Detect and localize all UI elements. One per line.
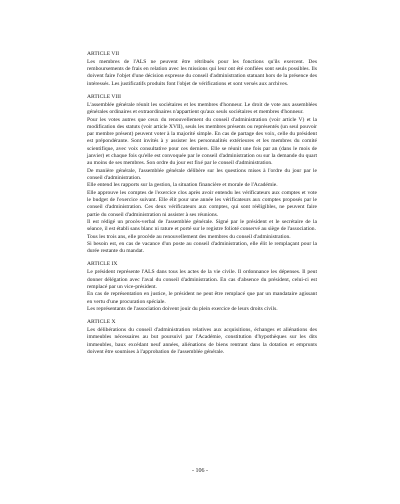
article-paragraph: Tous les trois ans, elle procède au renouvellement des membres du conseil d'administration. [87, 233, 291, 240]
article-title: ARTICLE VII [87, 51, 120, 57]
article-title: ARTICLE VIII [87, 94, 121, 101]
article-section [87, 261, 317, 313]
article-paragraph: Pour les votes autres que ceux du renouvellement du conseil d'administration (voir article V) et la modification des statuts (voir article XVII), seuls les membres présents ou représentés (un seul pouvoir par membre présent) peuvent voter à la majorité simple. En cas de partage des voix, celle du président est prépondérante. Sont invités à y assister les personnalités extérieures et les membres du comité scientifique, avec voix consultative pour ces derniers. Elle se réunit une fois par an (dans le mois de janvier) et chaque fois qu'elle est convoquée par le conseil d'administration ou sur la demande du quart au moins de ses membres. Son ordre du jour est fixé par le conseil d'administration. [87, 116, 317, 167]
article-paragraph: Les représentants de l'association doivent jouir du plein exercice de leurs droits civils. [87, 305, 278, 312]
article-paragraph: Les délibérations du conseil d'administration relatives aux acquisitions, échanges et aliénations des immeubles nécessaires au but poursuivi par l'Académie, constitution d'hypothèques sur les dits immeubles, baux excédant neuf années, aliénations de biens rentrant dans la dotation et emprunts doivent être soumises à l'approbation de l'assemblée générale. [87, 326, 317, 355]
page-content [87, 51, 317, 362]
article-section [87, 319, 317, 356]
article-paragraph: Elle approuve les comptes de l'exercice clos après avoir entendu les vérificateurs aux comptes et vote le budget de l'exercice suivant. Elle élit pour une année les vérificateurs aux comptes proposés par le conseil d'administration. Ces deux vérificateurs aux comptes, qui sont rééligibles, ne peuvent faire partie du conseil d'administration ni assister à ses réunions. [87, 189, 317, 218]
article-paragraph: Le président représente l'ALS dans tous les actes de la vie civile. Il ordonnance les dépenses. Il peut donner délégation avec l'aval du conseil d'administration. En cas d'absence du président, celui-ci est remplacé par un vice-président. [87, 269, 317, 290]
article-title: ARTICLE X [87, 319, 116, 326]
article-paragraph: Elle entend les rapports sur la gestion, la situation financière et morale de l'Académie. [87, 182, 278, 189]
article-paragraph: Si besoin est, en cas de vacance d'un poste au conseil d'administration, elle élit le remplaçant pour la durée restante du mandat. [87, 240, 317, 255]
article-paragraph: Il est rédigé un procès-verbal de l'assemblée générale. Signé par le président et le secrétaire de la séance, il est établi sans blanc ni rature et porté sur le registre folioté conservé au siège de l'association. [87, 218, 317, 233]
article-paragraph: Les membres de l'ALS ne peuvent être rétribués pour les fonctions qu'ils exercent. Des remboursements de frais en relation avec les missions qui leur ont été confiées sont seuls possibles. Ils doivent faire l'objet d'une décision expresse du conseil d'administration statuant hors de la présence des intéressés. Les justificatifs produits font l'objet de vérifications et sont versés aux archives. [87, 58, 317, 87]
article-section [87, 51, 317, 88]
article-paragraph: L'assemblée générale réunit les sociétaires et les membres d'honneur. Le droit de vote aux assemblées générales ordinaires et extraordinaires n'appartient qu'aux seuls sociétaires et membres d'honneur. [87, 101, 317, 116]
article-paragraph: De manière générale, l'assemblée générale délibère sur les questions mises à l'ordre du jour par le conseil d'administration. [87, 167, 317, 181]
article-title: ARTICLE IX [87, 261, 118, 268]
page-number: - 106 - [192, 468, 208, 474]
article-paragraph: En cas de représentation en justice, le président ne peut être remplacé que par un mandataire agissant en vertu d'une procuration spéciale. [87, 291, 317, 305]
article-section [87, 94, 317, 255]
